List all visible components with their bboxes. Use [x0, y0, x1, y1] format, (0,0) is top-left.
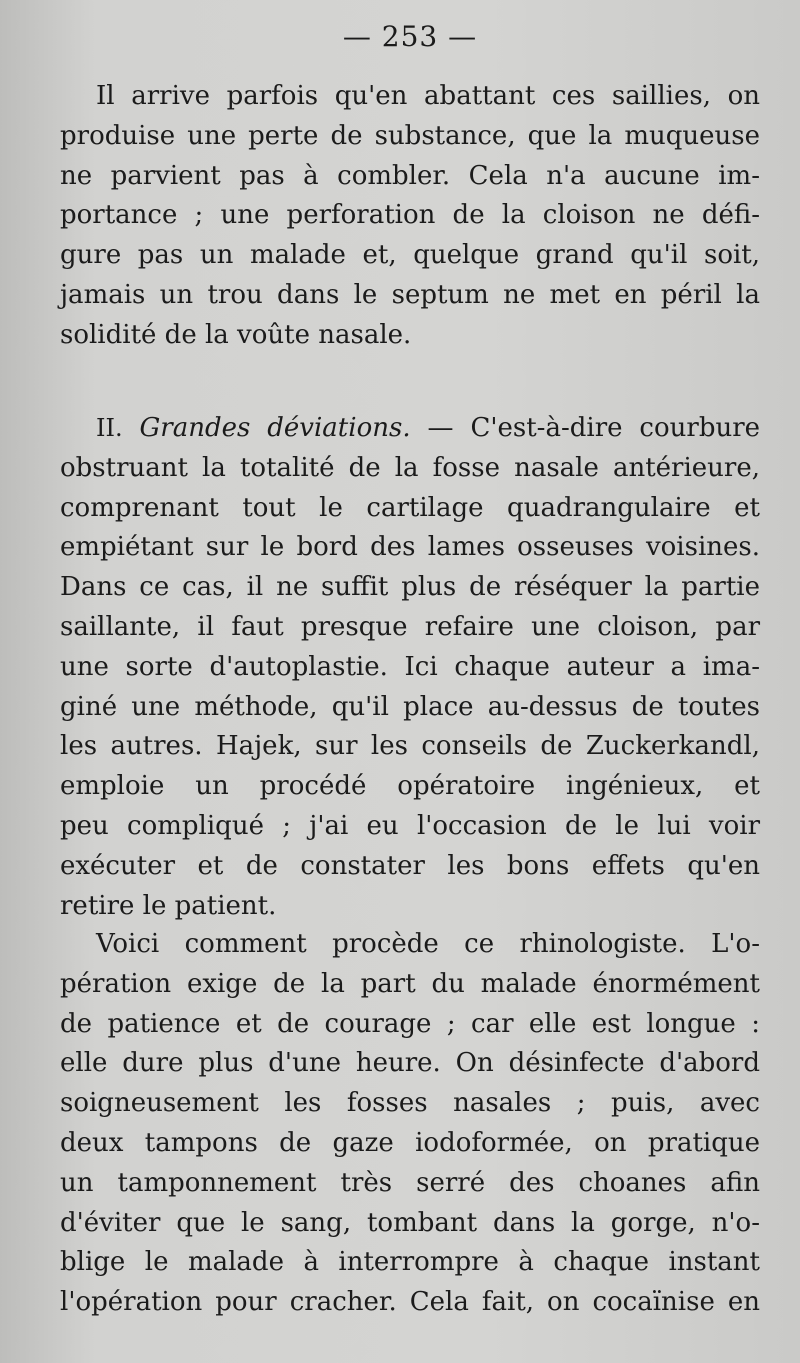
text-line: gure pas un malade et, quelque grand qu'il soit,	[60, 240, 760, 271]
section-heading-line	[60, 409, 760, 449]
text-line: Dans ce cas, il ne suffit plus de réséquer la partie	[60, 572, 760, 603]
text-line: obstruant la totalité de la fosse nasale antérieure,	[60, 452, 760, 483]
text-line: d'éviter que le sang, tombant dans la gorge, n'o-	[60, 1207, 760, 1238]
text-line: saillante, il faut presque refaire une cloison, par	[60, 611, 760, 642]
text-line: une sorte d'autoplastie. Ici chaque auteur a ima-	[60, 651, 760, 682]
text-line: ne parvient pas à combler. Cela n'a aucune im-	[60, 160, 760, 191]
paragraph-1	[60, 77, 760, 356]
section-grandes-deviations	[60, 409, 760, 926]
paragraph-3	[60, 925, 760, 1323]
text-line: portance ; une perforation de la cloison ne défi-	[60, 200, 760, 231]
text-line: solidité de la voûte nasale.	[60, 319, 412, 350]
text-line: comprenant tout le cartilage quadrangulaire et	[60, 492, 760, 523]
text-line: de patience et de courage ; car elle est longue :	[60, 1008, 760, 1039]
text-line: un tamponnement très serré des choanes afin	[60, 1167, 760, 1198]
text-line: soigneusement les fosses nasales ; puis, avec	[60, 1088, 760, 1119]
text-line: jamais un trou dans le septum ne met en péril la	[60, 279, 760, 310]
text-line: produise une perte de substance, que la muqueuse	[60, 120, 760, 151]
text-line: empiétant sur le bord des lames osseuses voisines.	[60, 532, 760, 563]
text-line: blige le malade à interrompre à chaque instant	[60, 1247, 760, 1278]
text-line: elle dure plus d'une heure. On désinfecte d'abord	[60, 1048, 760, 1079]
text-line: retire le patient.	[60, 890, 277, 921]
text-line: Il arrive parfois qu'en abattant ces saillies, on	[96, 81, 760, 111]
text-line: peu compliqué ; j'ai eu l'occasion de le lui voir	[60, 810, 760, 841]
text-line: exécuter et de constater les bons effets qu'en	[60, 850, 760, 881]
page-number: — 253 —	[342, 20, 478, 53]
section-first-line-text: — C'est-à-dire courbure	[427, 413, 761, 443]
section-title: Grandes déviations.	[139, 413, 411, 443]
text-line: l'opération pour cracher. Cela fait, on cocaïnise en	[60, 1287, 760, 1318]
text-line: deux tampons de gaze iodoformée, on pratique	[60, 1127, 760, 1158]
text-line: pération exige de la part du malade énormément	[60, 968, 760, 999]
text-line: les autres. Hajek, sur les conseils de Zuckerkandl,	[60, 731, 760, 762]
text-line: giné une méthode, qu'il place au-dessus de toutes	[60, 691, 760, 722]
section-number: II.	[96, 414, 123, 442]
text-line: Voici comment procède ce rhinologiste. L'o-	[96, 929, 760, 959]
text-line: emploie un procédé opératoire ingénieux, et	[60, 771, 760, 802]
